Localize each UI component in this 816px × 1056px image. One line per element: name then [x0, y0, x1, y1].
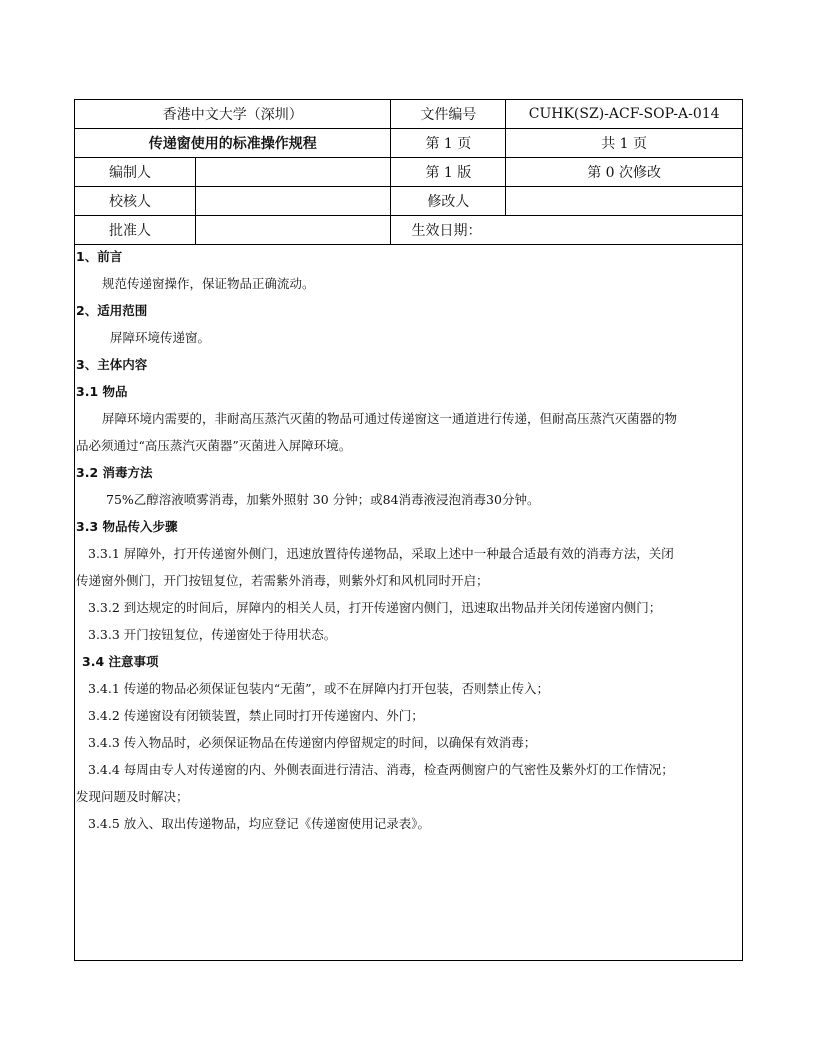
section-heading: 3、主体内容	[76, 357, 148, 372]
paragraph-line: 3.4.5 放入、取出传递物品，均应登记《传递窗使用记录表》。	[88, 816, 431, 831]
institution-name: 香港中文大学（深圳）	[75, 100, 391, 129]
paragraph-line: 3.4.1 传递的物品必须保证包装内“无菌”，或不在屏障内打开包装，否则禁止传入；	[88, 681, 550, 696]
paragraph-line: 传递窗外侧门，开门按钮复位，若需紫外消毒，则紫外灯和风机同时开启；	[76, 573, 489, 588]
author-label: 编制人	[75, 158, 196, 187]
effective-date-label: 生效日期：	[391, 216, 743, 245]
approver-value	[195, 216, 391, 245]
paragraph-line: 发现问题及时解决；	[76, 789, 189, 804]
paragraph-line: 屏障环境传递窗。	[110, 330, 211, 345]
paragraph-line: 3.4.4 每周由专人对传递窗的内、外侧表面进行清洁、消毒，检查两侧窗户的气密性及紫外灯的工作情况；	[88, 762, 674, 777]
section-heading: 1、前言	[76, 249, 123, 264]
paragraph-line: 3.3.2 到达规定的时间后，屏障内的相关人员，打开传递窗内侧门，迅速取出物品并关闭传递窗内侧门；	[88, 600, 662, 615]
revision: 第 0 次修改	[506, 158, 743, 187]
section-heading: 3.2 消毒方法	[76, 465, 153, 480]
doc-no-label: 文件编号	[391, 100, 506, 129]
paragraph-line: 3.3.1 屏障外，打开传递窗外侧门，迅速放置待传递物品，采取上述中一种最合适最有效的消毒方法，关闭	[88, 546, 674, 561]
total-pages: 共 1 页	[506, 129, 743, 158]
reviewer-value	[195, 187, 391, 216]
reviewer-label: 校核人	[75, 187, 196, 216]
doc-no: CUHK(SZ)-ACF-SOP-A-014	[506, 100, 743, 129]
approver-label: 批准人	[75, 216, 196, 245]
section-heading: 2、适用范围	[76, 303, 148, 318]
author-value	[195, 158, 391, 187]
section-heading: 3.3 物品传入步骤	[76, 519, 178, 534]
modifier-label: 修改人	[391, 187, 506, 216]
header-table	[74, 99, 743, 245]
version: 第 1 版	[391, 158, 506, 187]
section-heading: 3.4 注意事项	[82, 654, 159, 669]
document-title: 传递窗使用的标准操作规程	[75, 129, 391, 158]
paragraph-line: 3.4.3 传入物品时，必须保证物品在传递窗内停留规定的时间，以确保有效消毒；	[88, 735, 537, 750]
paragraph-line: 屏障环境内需要的，非耐高压蒸汽灭菌的物品可通过传递窗这一通道进行传递，但耐高压蒸汽灭菌器的物	[102, 411, 678, 426]
paragraph-line: 品必须通过“高压蒸汽灭菌器”灭菌进入屏障环境。	[76, 438, 352, 453]
section-heading: 3.1 物品	[76, 384, 128, 399]
paragraph-line: 75%乙醇溶液喷雾消毒，加紫外照射 30 分钟；或84消毒液浸泡消毒30分钟。	[106, 492, 540, 507]
document-body	[76, 243, 740, 837]
modifier-value	[506, 187, 743, 216]
paragraph-line: 规范传递窗操作，保证物品正确流动。	[102, 276, 315, 291]
paragraph-line: 3.3.3 开门按钮复位，传递窗处于待用状态。	[88, 627, 337, 642]
page-number: 第 1 页	[391, 129, 506, 158]
paragraph-line: 3.4.2 传递窗设有闭锁装置，禁止同时打开传递窗内、外门；	[88, 708, 424, 723]
